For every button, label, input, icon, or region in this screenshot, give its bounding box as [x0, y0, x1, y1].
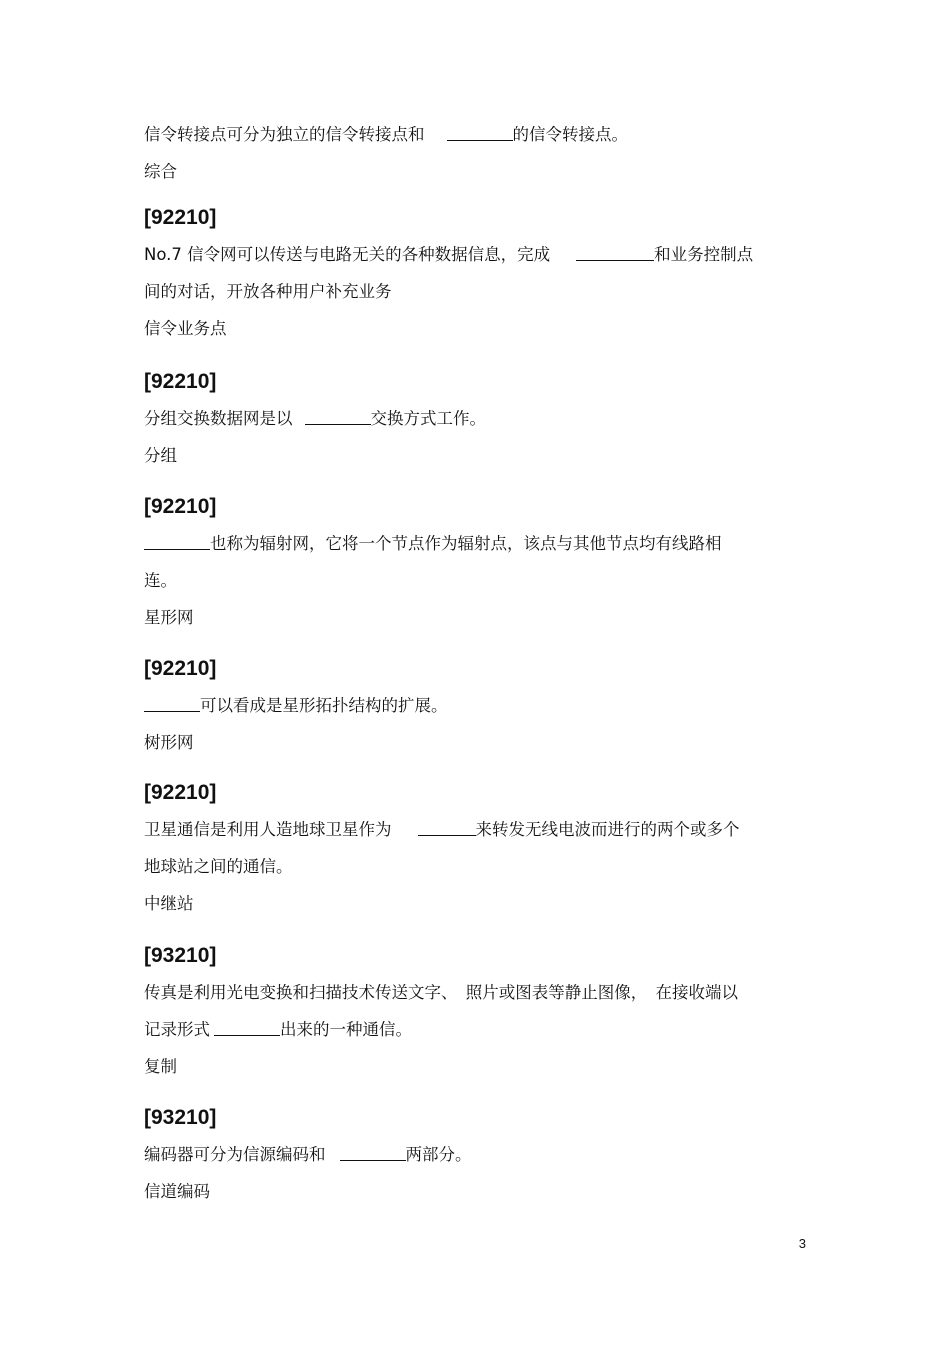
answer-text: 复制: [144, 1057, 177, 1076]
question-text-part: 编码器可分为信源编码和: [144, 1145, 326, 1164]
question-text: 传真是利用光电变换和扫描技术传送文字、 照片或图表等静止图像， 在接收端以: [144, 983, 738, 1002]
answer-text: 星形网: [144, 608, 194, 627]
answer-text: 信令业务点: [144, 319, 227, 338]
question-item-4: [144, 489, 809, 636]
question-text-part: 的信令转接点。: [512, 125, 628, 144]
question-text-part: 出来的一种通信。: [280, 1020, 412, 1039]
question-item-5: [144, 651, 809, 761]
question-item-2: [144, 200, 809, 347]
answer-text: 综合: [144, 162, 177, 181]
question-text-continued: 地球站之间的通信。: [144, 857, 293, 876]
question-code: [92210]: [144, 495, 217, 518]
question-text: [144, 116, 809, 153]
question-text-part: 和业务控制点: [654, 245, 754, 264]
question-text: [144, 236, 809, 273]
answer-blank: [144, 695, 200, 712]
question-item-8: [144, 1100, 809, 1210]
page-number: 3: [798, 1236, 806, 1251]
question-code: [93210]: [144, 944, 217, 967]
question-item-1: [144, 116, 809, 190]
question-text-part: 交换方式工作。: [370, 409, 486, 428]
answer-text: 信道编码: [144, 1182, 210, 1201]
question-text-part: 记录形式: [144, 1020, 210, 1039]
question-text-continued: 间的对话，开放各种用户补充业务: [144, 282, 392, 301]
question-text: [144, 525, 809, 562]
answer-blank: [305, 408, 371, 425]
question-text-part: 分组交换数据网是以: [144, 409, 293, 428]
question-text-part: 两部分。: [405, 1145, 472, 1164]
answer-blank: [144, 533, 210, 550]
question-code: [93210]: [144, 1106, 217, 1129]
question-text-continued: 连。: [144, 571, 177, 590]
answer-text: 中继站: [144, 894, 194, 913]
question-text-part: No.7 信令网可以传送与电路无关的各种数据信息，完成: [144, 245, 551, 264]
question-text-part: 可以看成是星形拓扑结构的扩展。: [200, 696, 448, 715]
question-item-3: [144, 364, 809, 474]
question-text: [144, 1136, 809, 1173]
answer-text: 树形网: [144, 733, 194, 752]
answer-text: 分组: [144, 446, 177, 465]
answer-blank: [576, 244, 654, 261]
question-text: [144, 400, 809, 437]
question-text: [144, 811, 809, 848]
question-text-part: 也称为辐射网，它将一个节点作为辐射点，该点与其他节点均有线路相: [210, 534, 722, 553]
question-text: [144, 687, 809, 724]
answer-blank: [418, 819, 476, 836]
question-code: [92210]: [144, 370, 217, 393]
question-text-continued: [144, 1011, 809, 1048]
question-item-7: [144, 938, 809, 1085]
question-code: [92210]: [144, 657, 217, 680]
answer-blank: [214, 1019, 280, 1036]
question-code: [92210]: [144, 781, 217, 804]
question-item-6: [144, 775, 809, 922]
answer-blank: [447, 124, 513, 141]
question-text-part: 来转发无线电波而进行的两个或多个: [475, 820, 740, 839]
answer-blank: [340, 1144, 406, 1161]
question-text-part: 卫星通信是利用人造地球卫星作为: [144, 820, 392, 839]
question-code: [92210]: [144, 206, 217, 229]
question-text-part: 信令转接点可分为独立的信令转接点和: [144, 125, 425, 144]
